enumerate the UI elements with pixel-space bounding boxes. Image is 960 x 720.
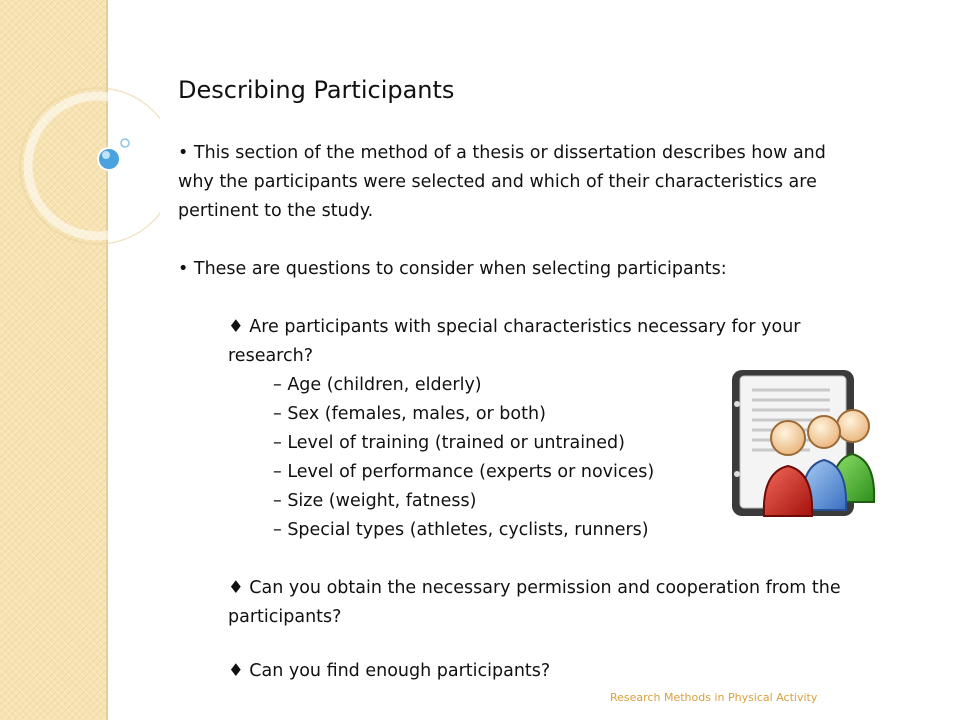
question-3-line-1: ♦ Can you find enough participants? (228, 661, 551, 681)
question-2-line-2: participants? (228, 607, 342, 627)
subitem-age: – Age (children, elderly) (273, 375, 482, 395)
binder-hole-bottom (734, 471, 740, 477)
person-green-head (837, 410, 869, 442)
bullet-1-line-2: why the participants were selected and which of their characteristics are (178, 172, 817, 192)
subitem-special-types: – Special types (athletes, cyclists, runners) (273, 520, 649, 540)
question-2-line-1: ♦ Can you obtain the necessary permission and cooperation from the (228, 578, 841, 598)
group-document-icon (720, 364, 890, 524)
question-1-line-1: ♦ Are participants with special characteristics necessary for your (228, 317, 801, 337)
decorative-circles (0, 0, 160, 300)
bullet-1-line-1: • This section of the method of a thesis or dissertation describes how and (178, 143, 826, 163)
slide-title: Describing Participants (178, 76, 455, 104)
blue-dot (98, 148, 120, 170)
subitem-training: – Level of training (trained or untrained) (273, 433, 625, 453)
subitem-sex: – Sex (females, males, or both) (273, 404, 546, 424)
footer-text: Research Methods in Physical Activity (610, 691, 818, 704)
small-ring (121, 139, 129, 147)
large-ring (28, 96, 160, 236)
bullet-1-line-3: pertinent to the study. (178, 201, 374, 221)
bullet-2-line-1: • These are questions to consider when selecting participants: (178, 259, 727, 279)
binder-hole-top (734, 401, 740, 407)
question-1-line-2: research? (228, 346, 313, 366)
person-red-head (771, 421, 805, 455)
blue-dot-highlight (102, 151, 110, 159)
person-blue-head (808, 416, 840, 448)
subitem-performance: – Level of performance (experts or novices) (273, 462, 655, 482)
subitem-size: – Size (weight, fatness) (273, 491, 477, 511)
